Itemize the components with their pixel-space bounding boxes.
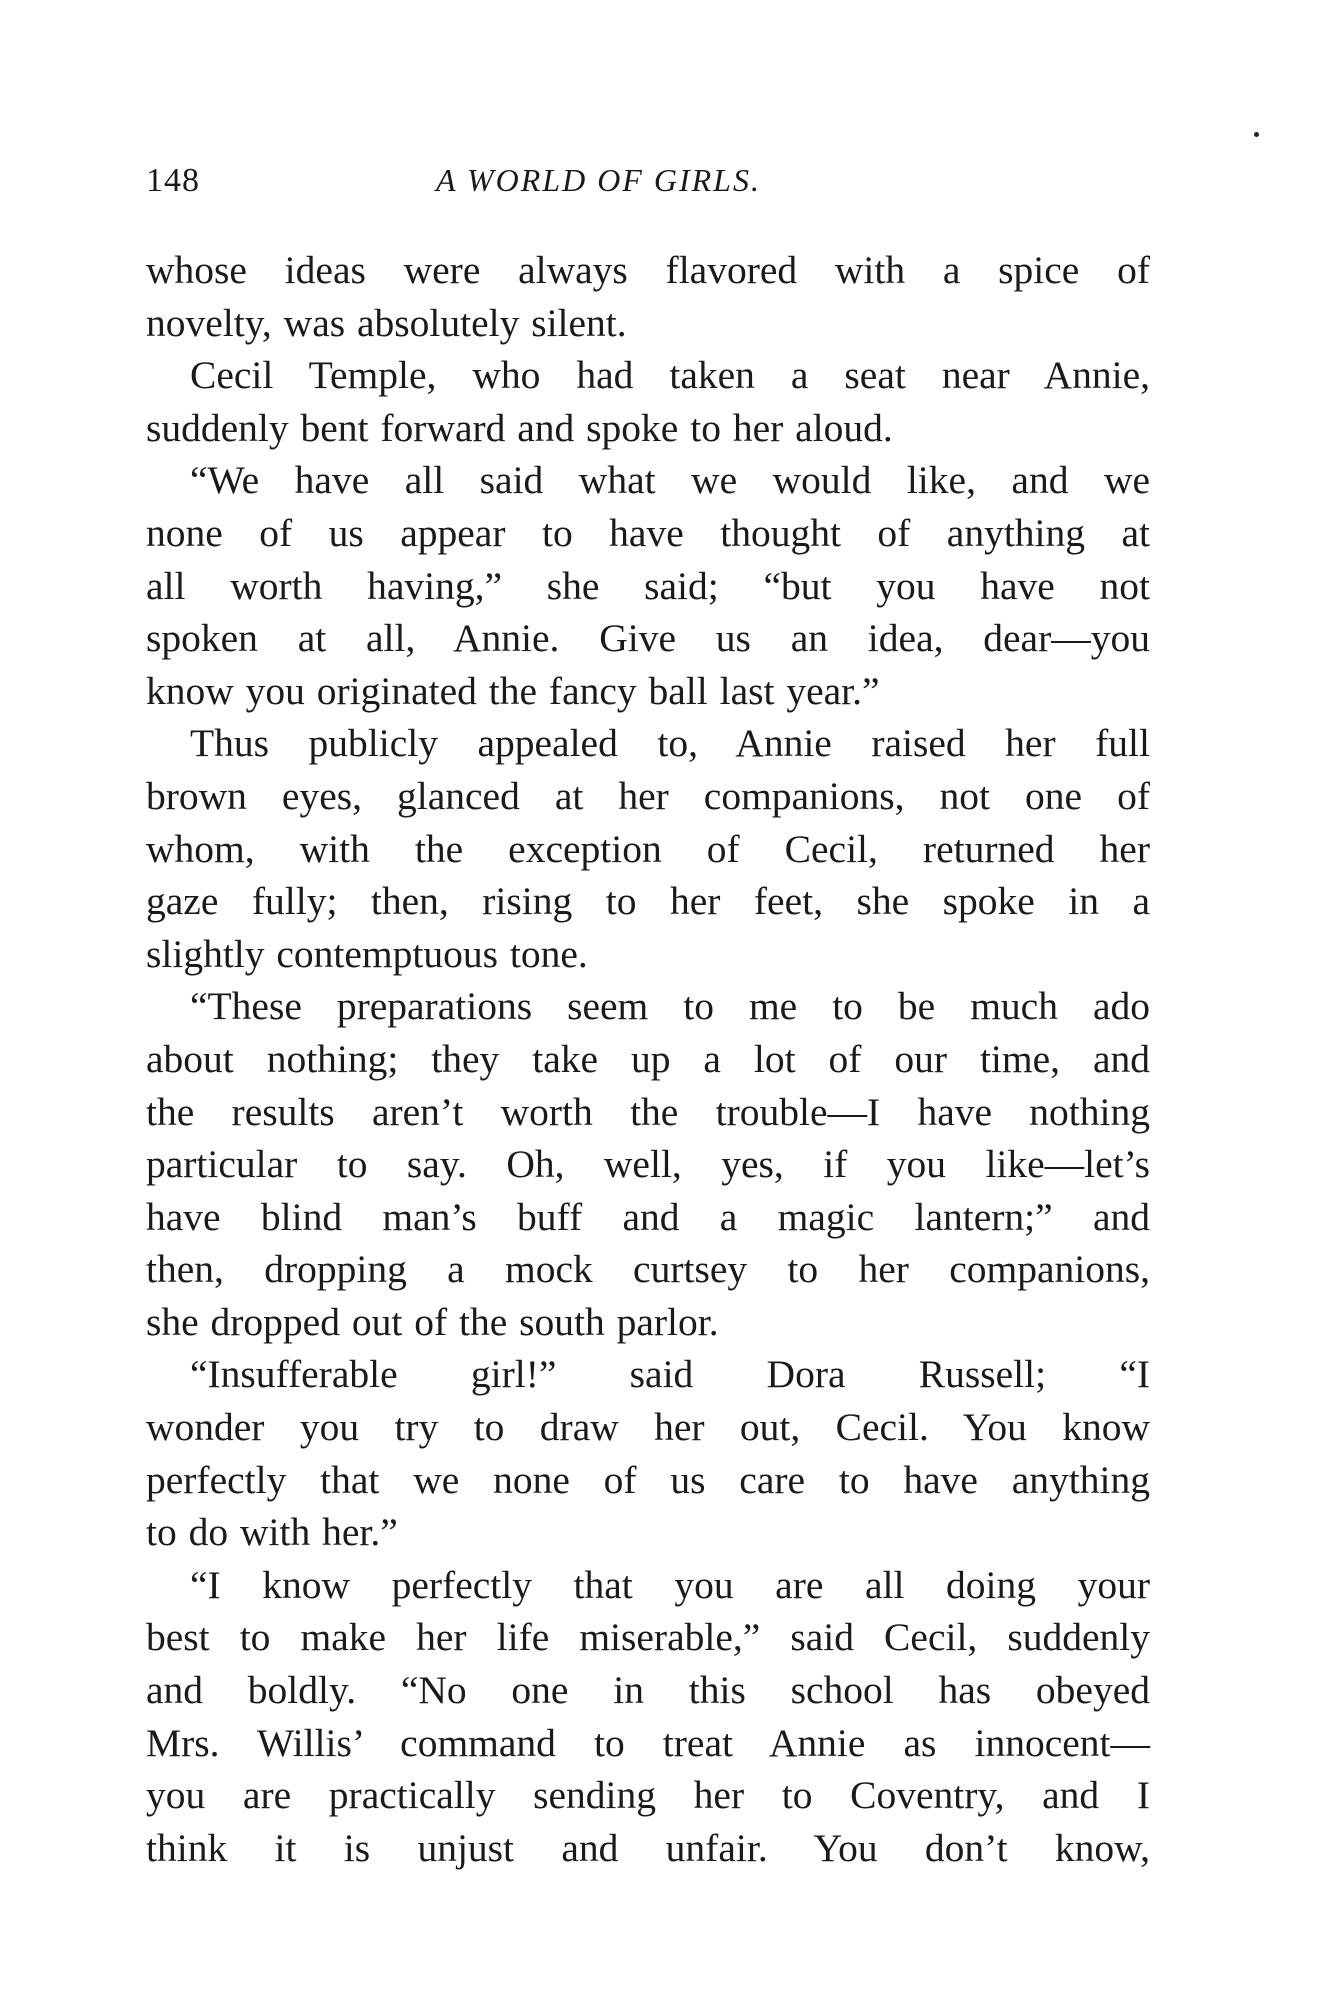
page-header xyxy=(146,162,1146,214)
page-number: 148 xyxy=(146,162,200,199)
ink-speck xyxy=(1254,132,1259,137)
text-line: think it is unjust and unfair. You don’t know, xyxy=(146,1825,1150,1870)
text-line: suddenly bent forward and spoke to her aloud. xyxy=(146,405,893,450)
text-line: know you originated the fancy ball last year.” xyxy=(146,668,880,713)
text-line: none of us appear to have thought of anything at xyxy=(146,510,1150,555)
text-line: best to make her life miserable,” said Cecil, suddenly xyxy=(146,1615,1150,1660)
text-line: slightly contemptuous tone. xyxy=(146,931,588,976)
text-line: perfectly that we none of us care to have anything xyxy=(146,1457,1150,1502)
text-line: particular to say. Oh, well, yes, if you like—let’s xyxy=(146,1142,1150,1187)
text-line: the results aren’t worth the trouble—I have nothing xyxy=(146,1089,1150,1134)
text-line: “These preparations seem to me to be much ado xyxy=(190,984,1150,1029)
text-line: all worth having,” she said; “but you have not xyxy=(146,563,1150,608)
text-line: she dropped out of the south parlor. xyxy=(146,1299,719,1344)
text-line: novelty, was absolutely silent. xyxy=(146,300,627,345)
text-line: whom, with the exception of Cecil, returned her xyxy=(146,826,1150,871)
text-line: spoken at all, Annie. Give us an idea, dear—you xyxy=(146,616,1150,661)
text-line: about nothing; they take up a lot of our time, and xyxy=(146,1036,1150,1081)
text-line: Cecil Temple, who had taken a seat near Annie, xyxy=(190,353,1150,398)
text-line: Thus publicly appealed to, Annie raised her full xyxy=(190,721,1150,766)
text-line: whose ideas were always flavored with a spice of xyxy=(146,248,1150,292)
text-line: wonder you try to draw her out, Cecil. You know xyxy=(146,1405,1150,1450)
text-line: “We have all said what we would like, and we xyxy=(190,458,1150,503)
running-title: A WORLD OF GIRLS. xyxy=(436,162,761,198)
text-line: and boldly. “No one in this school has obeyed xyxy=(146,1668,1150,1713)
text-line: have blind man’s buff and a magic lantern;” and xyxy=(146,1194,1150,1239)
text-line: brown eyes, glanced at her companions, not one of xyxy=(146,773,1150,818)
body-text xyxy=(146,244,1150,1874)
text-line: gaze fully; then, rising to her feet, she spoke in a xyxy=(146,879,1150,924)
text-line: Mrs. Willis’ command to treat Annie as innocent— xyxy=(146,1720,1150,1765)
text-line: you are practically sending her to Coventry, and I xyxy=(146,1773,1150,1818)
text-line: then, dropping a mock curtsey to her companions, xyxy=(146,1247,1150,1292)
text-line: “I know perfectly that you are all doing your xyxy=(190,1562,1150,1607)
text-line: “Insufferable girl!” said Dora Russell; “I xyxy=(190,1352,1150,1397)
text-line: to do with her.” xyxy=(146,1510,398,1555)
